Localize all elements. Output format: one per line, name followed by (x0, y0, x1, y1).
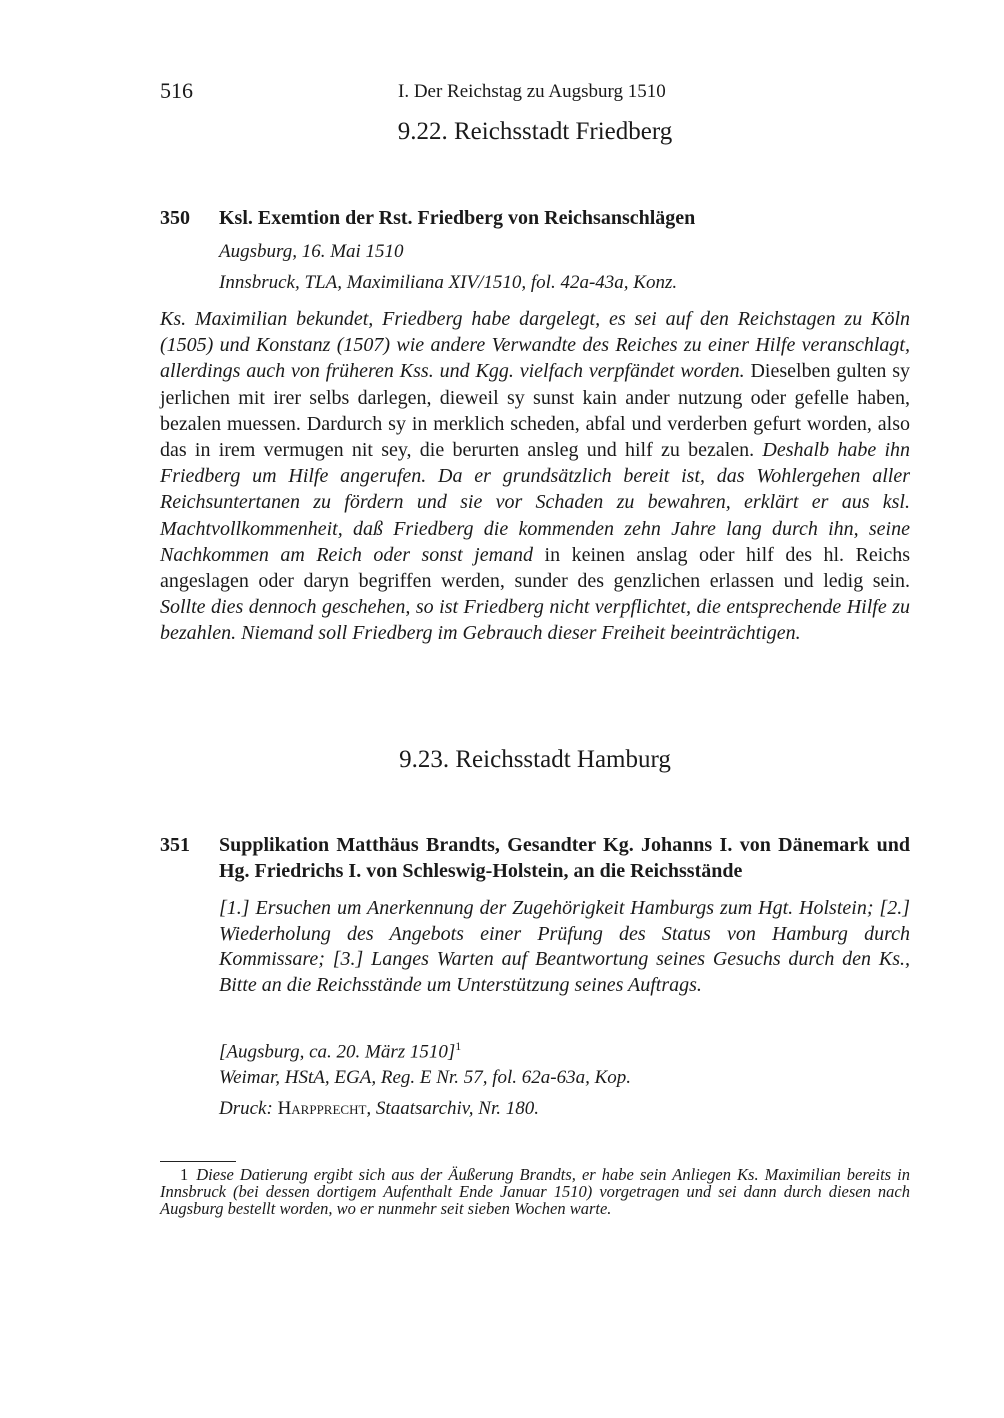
section-title-hamburg: 9.23. Reichsstadt Hamburg (399, 746, 671, 773)
document-body-350 (160, 306, 910, 647)
text-run: in keinen anslag oder hilf des hl. Reichs angeslagen oder daryn begriffen werden, sunder des genzlichen erlassen und ledig sein. (160, 543, 911, 593)
footnote-number: 1 (180, 1165, 189, 1184)
section-title-friedberg: 9.22. Reichsstadt Friedberg (397, 118, 673, 145)
print-rest: , Staatsarchiv, Nr. 180. (366, 1098, 540, 1119)
document-title-350: Ksl. Exemtion der Rst. Friedberg von Reichsanschlägen (219, 207, 696, 229)
text-run: Sollte dies dennoch geschehen, so ist Friedberg nicht verpflichtet, die entsprechende Hilfe zu bezahlen. Niemand soll Friedberg im Gebrauch dieser Freiheit beeinträchtigen. (160, 596, 910, 645)
text-run: Deshalb habe ihn Friedberg um Hilfe angerufen. Da er grundsätzlich bereit ist, das Wohlergehen aller Reichsuntertanen zu fördern und sie vor Schaden zu bewahren, erklärt er aus ksl. Machtvollkommenheit, daß Friedberg die kommenden zehn Jahre lang durch ihn, seine Nachkommen am Reich oder sonst jemand (160, 439, 911, 566)
running-title: I. Der Reichstag zu Augsburg 1510 (398, 81, 666, 102)
text-run: Ks. Maximilian bekundet, Friedberg habe dargelegt, es sei auf den Reichstagen zu Köln (1505) und Konstanz (1507) wie andere Verwandte des Reiches zu einer Hilfe veranschlagt, allerdings auch von früheren Kss. und Kgg. vielfach verpfändet worden. (160, 308, 910, 383)
print-author: Harpprecht (277, 1098, 367, 1119)
date-text: [Augsburg, ca. 20. März 1510] (219, 1041, 456, 1063)
document-number-350: 350 (160, 207, 190, 229)
document-date-350: Augsburg, 16. Mai 1510 (219, 241, 404, 262)
document-source-350: Innsbruck, TLA, Maximiliana XIV/1510, fol. 42a-43a, Konz. (219, 272, 678, 293)
print-label: Druck: (219, 1098, 273, 1119)
text-run: Dieselben gulten sy jerlichen mit irer selbs darlegen, dieweil sy sunst kain ander nutzung oder gefelle haben, bezalen muessen. Dardurch sy in merklich scheden, abfal und verderben gefurt worden, also das in irem vermugen nit sey, die berurten ansleg und hilf zu bezalen. (160, 360, 911, 462)
document-summary-351: [1.] Ersuchen um Anerkennung der Zugehörigkeit Hamburgs zum Hgt. Holstein; [2.] Wiederholung des Angebots einer Prüfung des Status von Hamburg durch Kommissare; [3.] Langes Warten auf Beantwortung seines Gesuchs durch den Ks., Bitte an die Reichsstände um Unterstützung seines Auftrags. (219, 897, 910, 996)
document-date-351 (219, 1033, 910, 1065)
footnote-ref[interactable]: 1 (455, 1039, 462, 1053)
document-source-351: Weimar, HStA, EGA, Reg. E Nr. 57, fol. 62a-63a, Kop. (219, 1067, 632, 1088)
footnote-text: Diese Datierung ergibt sich aus der Äußerung Brandts, er habe sein Anliegen Ks. Maximilian bereits in Innsbruck (bei dessen dortigem Aufenthalt Ende Januar 1510) vorgetragen und sei dann durch diesen nach Augsburg bestellt worden, wo er nunmehr seit sieben Wochen warte. (160, 1165, 910, 1218)
footnote (160, 1166, 910, 1217)
page-number: 516 (160, 78, 193, 103)
document-title-351: Supplikation Matthäus Brandts, Gesandter Kg. Johanns I. von Dänemark und Hg. Friedrichs I. von Schleswig-Holstein, an die Reichsstände (219, 834, 910, 882)
document-number-351: 351 (160, 834, 190, 856)
document-print-351 (219, 1096, 910, 1122)
footnote-rule (160, 1161, 236, 1162)
